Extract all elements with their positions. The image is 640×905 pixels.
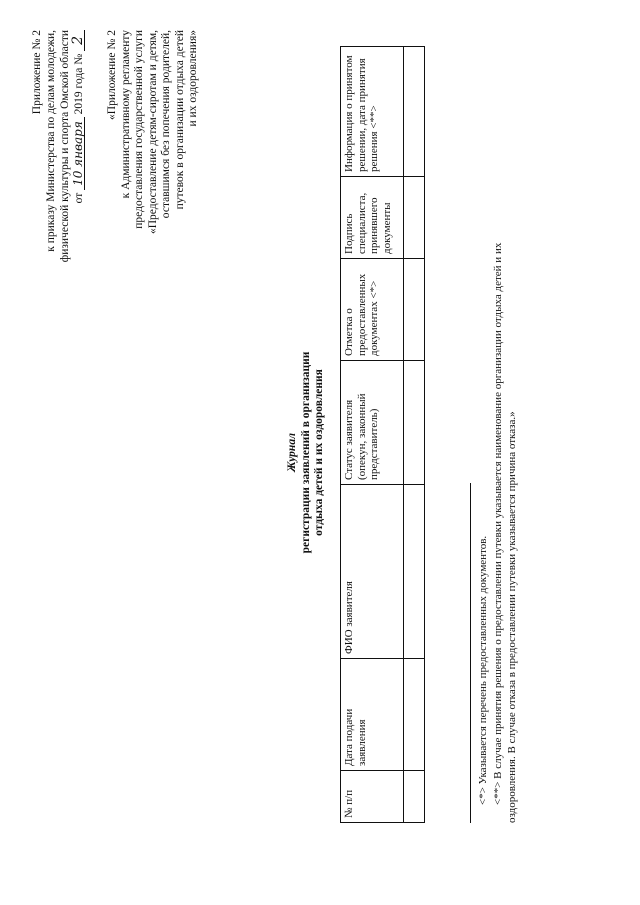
order-appendix-header bbox=[30, 30, 86, 410]
order-year-text: 2019 года № bbox=[73, 53, 85, 115]
footnote-documents: <*> Указывается перечень предоставленных документов. bbox=[477, 535, 489, 805]
footnote-decision: <**> В случае принятия решения о предоставлении путевки указывается наименование организации отдыха детей и их bbox=[491, 242, 504, 805]
column-header-number: № п/п bbox=[341, 771, 404, 823]
table-row bbox=[404, 47, 425, 823]
date-prefix: от bbox=[73, 192, 85, 204]
column-header-decision-info: Информация о принятом решении, дата принятия решения <**> bbox=[341, 47, 404, 177]
regulation-line: «Предоставление детям-сиротам и детям, bbox=[146, 30, 159, 234]
handwritten-date: 10 января bbox=[72, 117, 85, 190]
handwritten-order-number: 2 bbox=[72, 30, 85, 51]
order-date-line bbox=[72, 30, 86, 410]
column-header-date: Дата подачи заявления bbox=[341, 659, 404, 771]
table-cell bbox=[404, 177, 425, 259]
footnote-decision-continued: оздоровления. В случае отказа в предоставлении путевки указывается причина отказа.» bbox=[506, 411, 518, 823]
table-cell bbox=[404, 659, 425, 771]
table-cell bbox=[404, 485, 425, 659]
regulation-line: к Административному регламенту bbox=[119, 30, 132, 199]
journal-title-line: отдыха детей и их оздоровления bbox=[313, 369, 325, 536]
regulation-line: оставшимся без попечения родителей, bbox=[160, 30, 172, 219]
column-header-applicant-status: Статус заявителя (опекун, законный представитель) bbox=[341, 361, 404, 485]
order-region-line: физической культуры и спорта Омской области bbox=[59, 30, 71, 263]
journal-title-line: регистрации заявлений в организации bbox=[299, 351, 312, 554]
column-header-applicant-name: ФИО заявителя bbox=[341, 485, 404, 659]
table-header-row bbox=[341, 47, 404, 823]
table-cell bbox=[404, 361, 425, 485]
regulation-appendix-header bbox=[106, 30, 201, 410]
regulation-appendix-number: «Приложение № 2 bbox=[106, 30, 118, 120]
regulation-line: предоставления государственной услуги bbox=[133, 30, 145, 229]
order-ministry-line: к приказу Министерства по делам молодежи, bbox=[45, 30, 57, 252]
table-cell bbox=[404, 47, 425, 177]
footnote-divider bbox=[470, 483, 471, 823]
regulation-line: путевок в организации отдыха детей bbox=[173, 30, 186, 210]
journal-title-main: Журнал bbox=[286, 433, 298, 472]
column-header-specialist-signature: Подпись специалиста, принявшего документы bbox=[341, 177, 404, 259]
order-appendix-number: Приложение № 2 bbox=[31, 30, 43, 115]
footnotes bbox=[476, 23, 520, 823]
journal-title bbox=[286, 0, 327, 905]
registration-journal-table bbox=[340, 46, 425, 823]
regulation-line: и их оздоровления» bbox=[187, 30, 199, 127]
column-header-documents-mark: Отметка о предоставленных документах <*> bbox=[341, 259, 404, 361]
table-cell bbox=[404, 259, 425, 361]
table-cell bbox=[404, 771, 425, 823]
